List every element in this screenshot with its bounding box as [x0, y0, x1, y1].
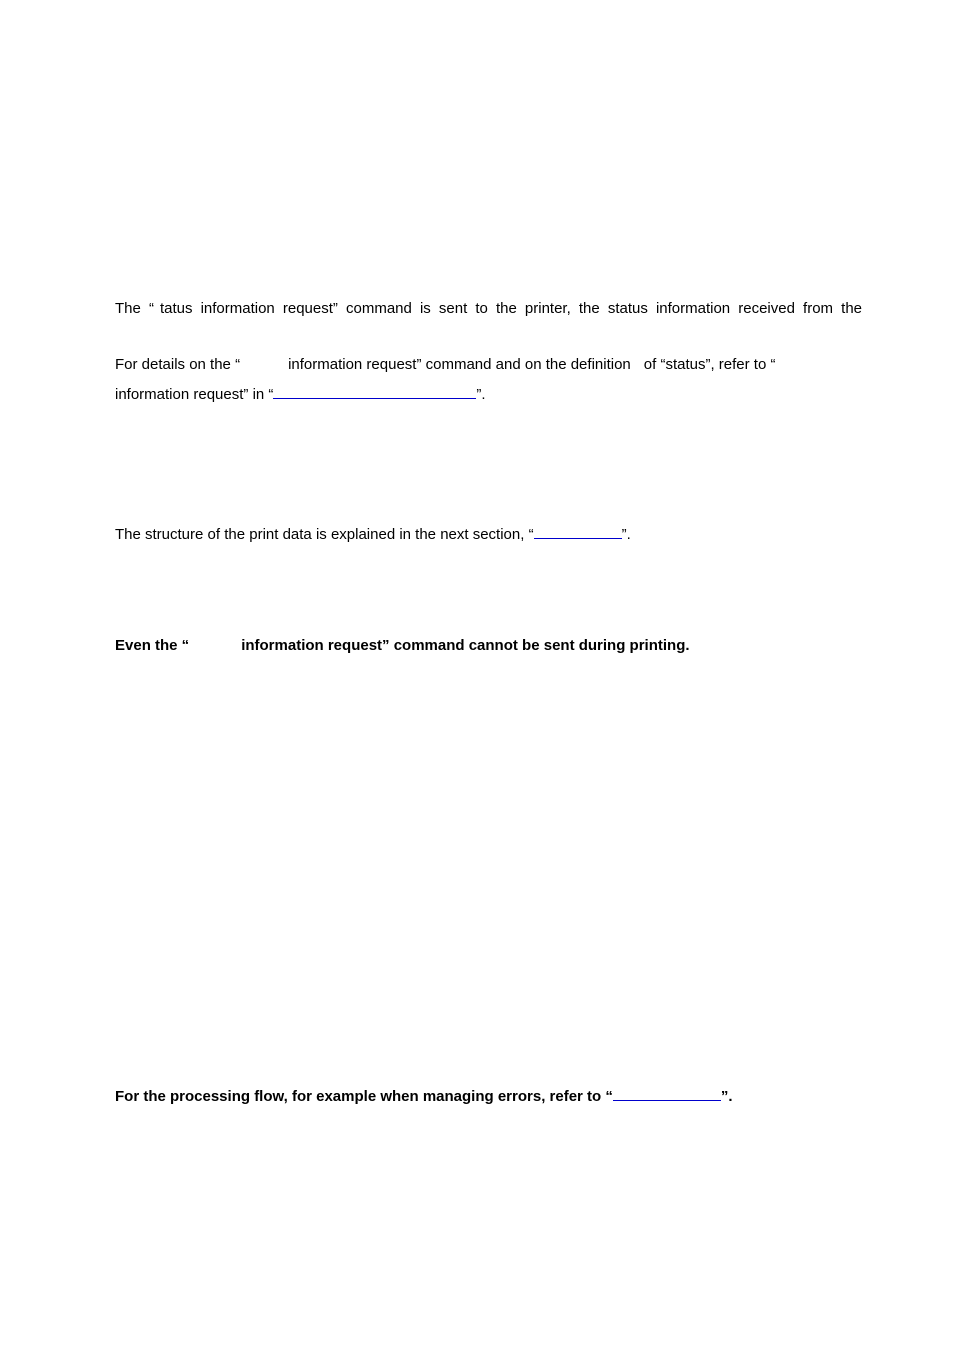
text-fragment: Even the “ [115, 637, 190, 654]
text-fragment: of “status”, refer to “ [643, 356, 776, 373]
cross-reference-link[interactable] [273, 384, 476, 399]
text-fragment: ”. [476, 386, 486, 403]
paragraph-details-line-2 [115, 384, 486, 404]
text-fragment: ”. [720, 1088, 733, 1105]
paragraph-status-request [115, 300, 862, 318]
text-fragment: information request” command and on the definition [288, 356, 631, 373]
processing-flow-link[interactable] [613, 1086, 721, 1101]
text-fragment: information request” in “ [115, 386, 274, 403]
text-fragment: tatus information request” command is sent to the printer, the status information received from the [159, 300, 862, 317]
text-fragment: The “ [115, 300, 154, 317]
text-fragment: information request” command cannot be sent during printing. [241, 637, 690, 654]
paragraph-print-data-structure [115, 524, 631, 544]
text-fragment: For the processing flow, for example when managing errors, refer to “ [115, 1088, 613, 1105]
note-processing-flow [115, 1086, 733, 1106]
text-fragment: For details on the “ [115, 356, 241, 373]
paragraph-details-line-1 [115, 356, 775, 374]
text-fragment: ”. [621, 526, 631, 543]
next-section-link[interactable] [534, 524, 622, 539]
note-cannot-send-during-printing [115, 637, 690, 655]
text-fragment: The structure of the print data is explained in the next section, “ [115, 526, 534, 543]
